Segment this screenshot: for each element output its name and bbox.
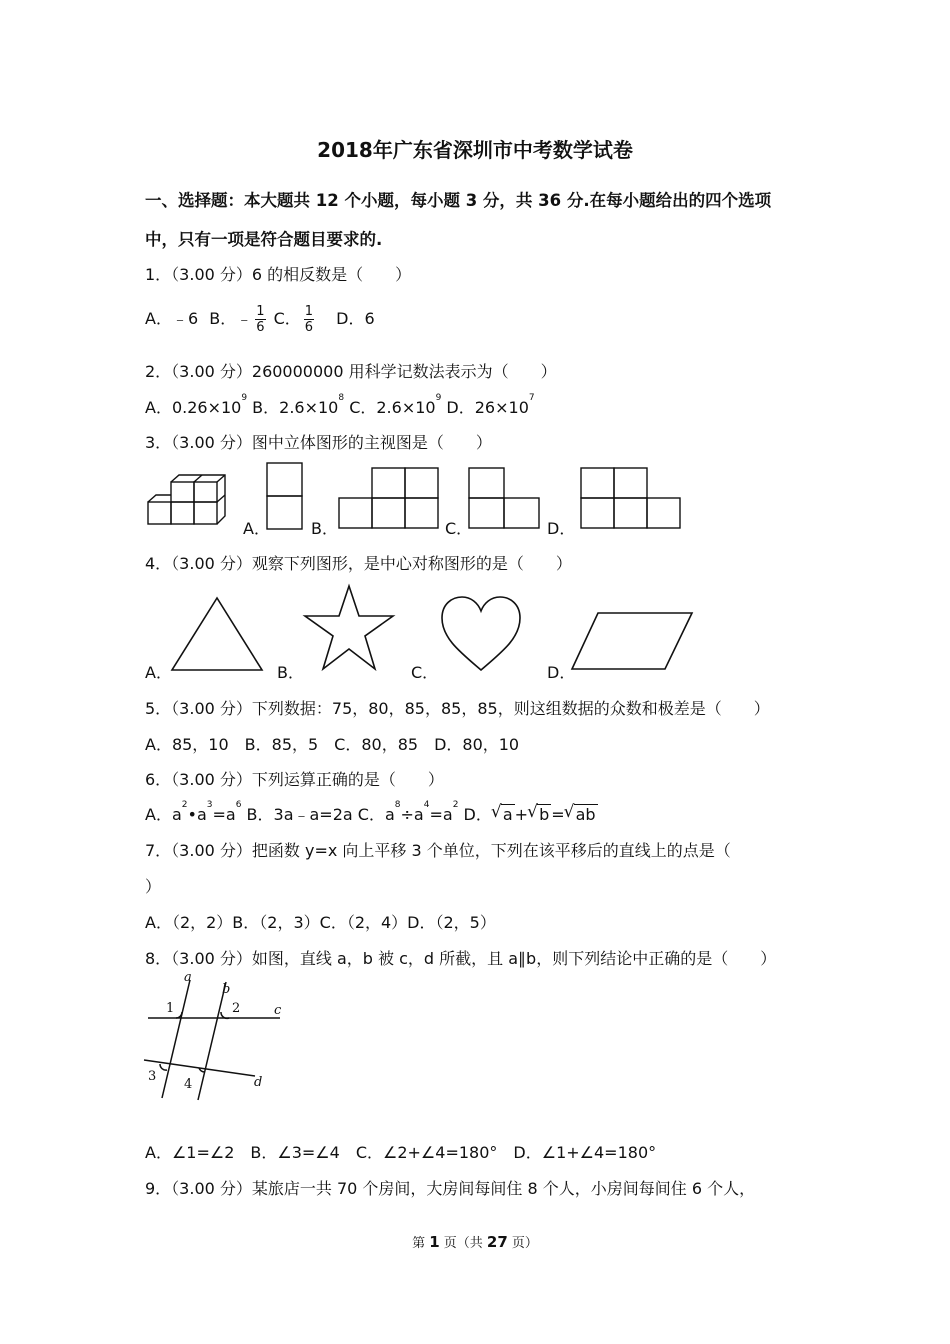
q1-option-c: C． $\frac{1}{6}$ bbox=[273, 304, 314, 335]
q6-option-b: B．3a﹣a=2a bbox=[246, 805, 353, 824]
q4-option-b: B． bbox=[277, 663, 304, 682]
q3-option-c: C． bbox=[445, 519, 473, 538]
q4-option-c: C． bbox=[411, 663, 439, 682]
q7-options: A．（2，2）B．（2，3）C．（2，4）D．（2，5） bbox=[145, 913, 496, 932]
q4-option-d: D． bbox=[547, 663, 576, 682]
heart-figure bbox=[440, 596, 522, 674]
q5-options: A．85，10 B．85，5 C．80，85 D．80，10 bbox=[145, 735, 520, 754]
q3-stem: 3．（3.00 分）图中立体图形的主视图是（ ） bbox=[145, 433, 492, 452]
current-page: 1 bbox=[429, 1233, 440, 1251]
q5-stem: 5．（3.00 分）下列数据：75，80，85，85，85，则这组数据的众数和极差是（ ） bbox=[145, 699, 770, 718]
q8-label-4: 4 bbox=[184, 1077, 193, 1092]
q1-options bbox=[145, 304, 375, 335]
q3-option-a: A． bbox=[243, 519, 270, 538]
total-pages: 27 bbox=[486, 1233, 508, 1251]
parallelogram-figure bbox=[570, 611, 695, 671]
q4-stem: 4．（3.00 分）观察下列图形，是中心对称图形的是（ ） bbox=[145, 554, 572, 573]
q8-parallel-lines-figure bbox=[140, 972, 290, 1108]
q8-label-c: c bbox=[274, 1003, 282, 1018]
section-heading-line1: 一、选择题：本大题共 12 个小题，每小题 3 分，共 36 分.在每小题给出的四个选项 bbox=[145, 191, 772, 210]
q2-option-c: C．$2.6\times 10^9$ bbox=[349, 393, 442, 417]
q7-stem-cont: ） bbox=[145, 877, 162, 896]
q6-option-c: C．$a^8\div a^4=a^2$ bbox=[357, 800, 459, 824]
q3-option-d: D． bbox=[547, 519, 576, 538]
q8-label-d: d bbox=[254, 1075, 263, 1090]
q6-stem: 6．（3.00 分）下列运算正确的是（ ） bbox=[145, 770, 444, 789]
q1-option-d: D．6 bbox=[336, 309, 375, 328]
q1-option-a: A．﹣6 bbox=[145, 309, 199, 328]
star-figure bbox=[303, 584, 395, 672]
q3-solid-figure bbox=[146, 474, 241, 526]
q8-label-b: b bbox=[222, 982, 231, 997]
q7-stem: 7．（3.00 分）把函数 y=x 向上平移 3 个单位，下列在该平移后的直线上的点是（ bbox=[145, 841, 731, 860]
q9-stem: 9．（3.00 分）某旅店一共 70 个房间，大房间每间住 8 个人，小房间每间住 6 个人， bbox=[145, 1179, 756, 1198]
q8-label-a: a bbox=[184, 970, 192, 985]
q8-label-2: 2 bbox=[232, 1001, 241, 1016]
q8-label-3: 3 bbox=[148, 1069, 157, 1084]
q2-options bbox=[145, 395, 535, 418]
q2-option-a: A．$0.26\times 10^9$ bbox=[145, 393, 248, 417]
q6-option-d: D．√ a +√ b =√ ab bbox=[464, 805, 598, 824]
triangle-figure bbox=[170, 596, 265, 674]
q1-stem: 1．（3.00 分）6 的相反数是（ ） bbox=[145, 265, 412, 284]
q2-option-d: D．$26\times 10^7$ bbox=[446, 393, 535, 417]
q3-view-d bbox=[580, 467, 682, 529]
q3-view-c bbox=[468, 467, 540, 529]
q1-option-b: B．﹣ $\frac{1}{6}$ bbox=[209, 304, 265, 335]
q8-options: A．∠1=∠2 B．∠3=∠4 C．∠2+∠4=180° D．∠1+∠4=180° bbox=[145, 1143, 657, 1162]
q3-view-b bbox=[338, 467, 440, 529]
page-title: 2018年广东省深圳市中考数学试卷 bbox=[317, 138, 633, 162]
q2-option-b: B．$2.6\times 10^8$ bbox=[252, 393, 345, 417]
q6-options bbox=[145, 802, 598, 825]
section-heading-line2: 中，只有一项是符合题目要求的. bbox=[145, 230, 383, 249]
q8-label-1: 1 bbox=[166, 1001, 175, 1016]
q3-view-a bbox=[266, 462, 304, 530]
q2-stem: 2．（3.00 分）260000000 用科学记数法表示为（ ） bbox=[145, 362, 557, 381]
q3-option-b: B． bbox=[311, 519, 338, 538]
q4-option-a: A． bbox=[145, 663, 172, 682]
q6-option-a: A．$a^2•a^3=a^6$ bbox=[145, 800, 242, 824]
page-footer: 第 1 页（共 27 页） bbox=[412, 1233, 538, 1251]
q8-stem: 8．（3.00 分）如图，直线 a，b 被 c，d 所截，且 a∥b，则下列结论中正确的是（ ） bbox=[145, 949, 777, 968]
